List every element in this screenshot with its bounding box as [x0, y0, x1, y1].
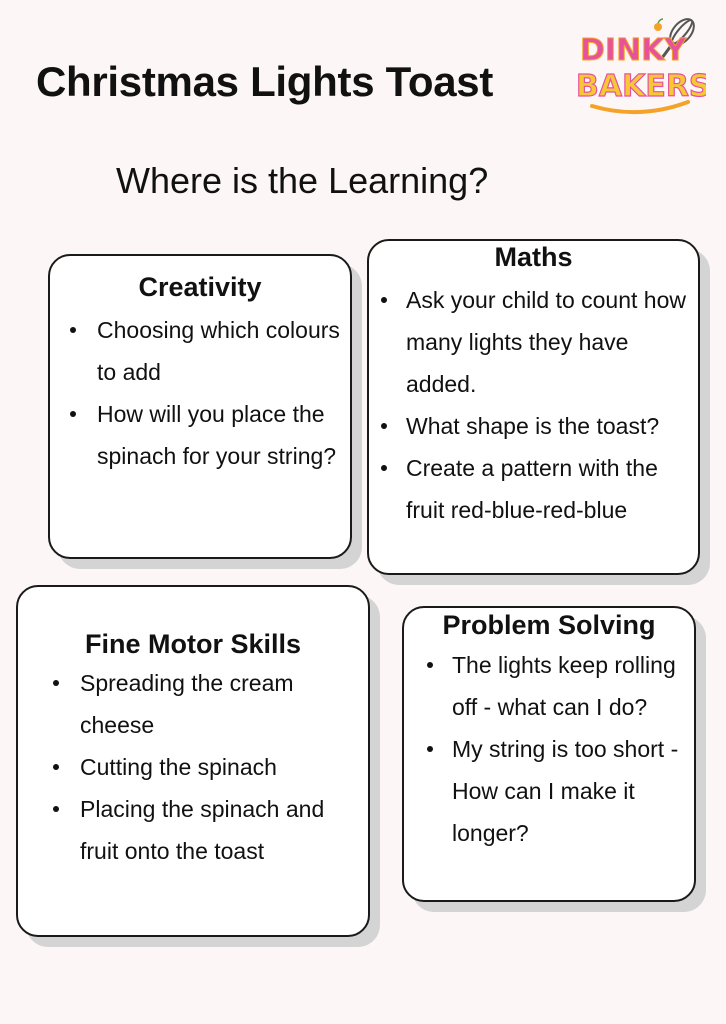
creativity-card: [48, 254, 352, 559]
creativity-heading: Creativity: [138, 272, 262, 302]
maths-list: [406, 279, 694, 531]
list-item: Choosing which colours to add: [97, 309, 342, 393]
list-item: What shape is the toast?: [406, 405, 694, 447]
creativity-list: [97, 309, 342, 477]
fine-motor-heading: Fine Motor Skills: [84, 629, 302, 659]
list-item: How will you place the spinach for your string?: [97, 393, 342, 477]
list-item: Cutting the spinach: [80, 746, 360, 788]
list-item: Create a pattern with the fruit red-blue-red-blue: [406, 447, 694, 531]
logo-text-line1: DINKY: [580, 33, 687, 68]
maths-heading: Maths: [494, 242, 573, 272]
logo-graphic: [570, 14, 706, 124]
problem-solving-card: [402, 606, 696, 902]
problem-solving-list: [452, 644, 688, 854]
maths-card: [367, 239, 700, 575]
dinky-bakers-logo: [570, 14, 706, 124]
list-item: Ask your child to count how many lights they have added.: [406, 279, 694, 405]
page-title: Christmas Lights Toast: [36, 58, 494, 105]
list-item: Placing the spinach and fruit onto the toast: [80, 788, 360, 872]
list-item: Spreading the cream cheese: [80, 662, 360, 746]
problem-solving-heading: Problem Solving: [442, 610, 656, 640]
fine-motor-list: [80, 662, 360, 872]
fine-motor-skills-card: [16, 585, 370, 937]
page-subtitle: Where is the Learning?: [116, 160, 489, 201]
list-item: The lights keep rolling off - what can I do?: [452, 644, 688, 728]
list-item: My string is too short - How can I make it longer?: [452, 728, 688, 854]
logo-text-line2: BAKERS: [576, 69, 706, 104]
